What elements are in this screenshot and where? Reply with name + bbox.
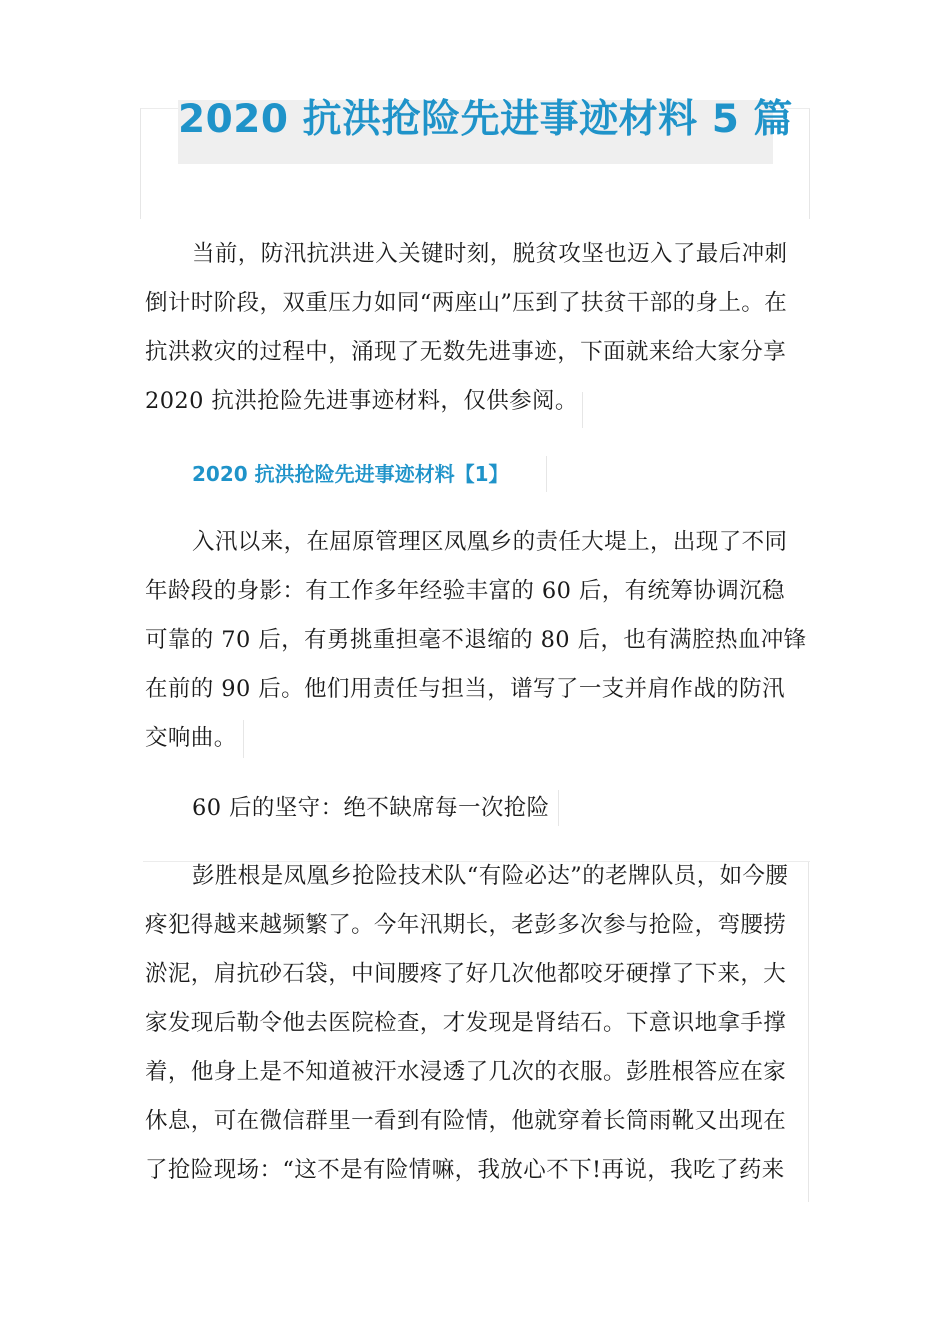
text-frame-mark xyxy=(558,790,559,826)
paragraph-line: 交响曲。 xyxy=(145,725,237,751)
paragraph-line: 入汛以来，在屈原管理区凤凰乡的责任大堤上，出现了不同 xyxy=(192,529,788,555)
text-frame-mark xyxy=(546,456,547,492)
paragraph-line: 淤泥，肩抗砂石袋，中间腰疼了好几次他都咬牙硬撑了下来，大 xyxy=(145,961,787,987)
subsection-title: 60 后的坚守：绝不缺席每一次抢险 xyxy=(192,795,550,821)
paragraph-line: 休息，可在微信群里一看到有险情，他就穿着长筒雨靴又出现在 xyxy=(145,1108,787,1134)
paragraph-line: 着，他身上是不知道被汗水浸透了几次的衣服。彭胜根答应在家 xyxy=(145,1059,787,1085)
intro-paragraph xyxy=(145,230,810,426)
paragraph-line: 了抢险现场：“这不是有险情嘛，我放心不下!再说，我吃了药来 xyxy=(145,1157,785,1183)
paragraph-2 xyxy=(145,852,810,1195)
paragraph-line: 可靠的 70 后，有勇挑重担毫不退缩的 80 后，也有满腔热血冲锋 xyxy=(145,627,807,653)
paragraph-line: 当前，防汛抗洪进入关键时刻，脱贫攻坚也迈入了最后冲刺 xyxy=(192,241,788,267)
paragraph-line: 倒计时阶段，双重压力如同“两座山”压到了扶贫干部的身上。在 xyxy=(145,290,788,316)
paragraph-line: 2020 抗洪抢险先进事迹材料，仅供参阅。 xyxy=(145,388,578,414)
text-frame-mark xyxy=(243,720,244,758)
document-title: 2020 抗洪抢险先进事迹材料 5 篇 xyxy=(178,97,793,142)
text-frame-mark xyxy=(582,392,583,428)
paragraph-line: 年龄段的身影：有工作多年经验丰富的 60 后，有统筹协调沉稳 xyxy=(145,578,785,604)
paragraph-line: 抗洪救灾的过程中，涌现了无数先进事迹，下面就来给大家分享 xyxy=(145,339,787,365)
paragraph-line: 疼犯得越来越频繁了。今年汛期长，老彭多次参与抢险，弯腰捞 xyxy=(145,912,787,938)
paragraph-line: 家发现后勒令他去医院检查，才发现是肾结石。下意识地拿手撑 xyxy=(145,1010,787,1036)
paragraph-1 xyxy=(145,518,810,763)
paragraph-line: 彭胜根是凤凰乡抢险技术队“有险必达”的老牌队员，如今腰 xyxy=(192,863,789,889)
section-heading: 2020 抗洪抢险先进事迹材料【1】 xyxy=(192,462,509,486)
paragraph-line: 在前的 90 后。他们用责任与担当，谱写了一支并肩作战的防汛 xyxy=(145,676,785,702)
text-frame-mark xyxy=(808,862,809,1202)
